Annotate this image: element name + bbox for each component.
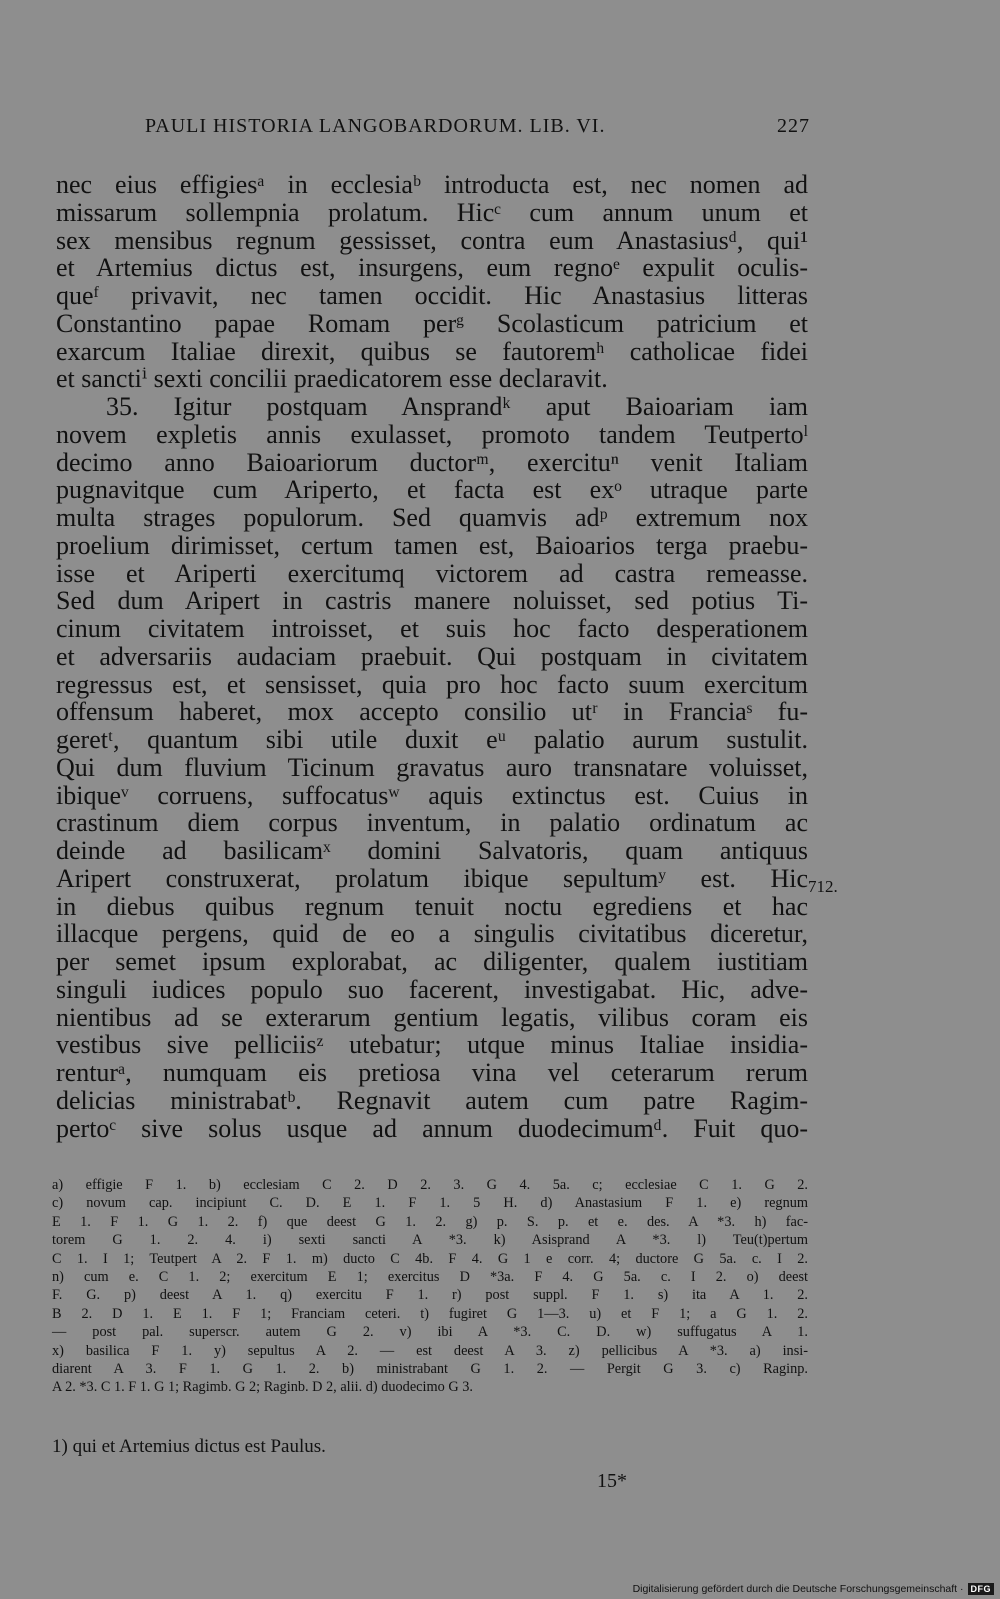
text-line: Aripert construxerat, prolatum ibique sepultumʸ est. Hic	[56, 863, 808, 893]
margin-year: 712.	[808, 877, 838, 896]
dfg-credit	[633, 1583, 994, 1595]
footnote-line: n) cum e. C 1. 2; exercitum E 1; exercitus D *3a. F 4. G 5a. c. I 2. o) deest	[52, 1268, 808, 1285]
running-header	[145, 115, 810, 138]
text-line: Constantino papae Romam perᵍ Scolasticum patricium et	[56, 308, 808, 338]
credit-text: Digitalisierung gefördert durch die Deutsche Forschungsgemeinschaft ·	[632, 1583, 964, 1595]
text-line: per semet ipsum explorabat, ac diligenter, qualem iustitiam	[56, 947, 808, 976]
text-line: vestibus sive pelliciisᶻ utebatur; utque minus Italiae insidia-	[56, 1030, 808, 1060]
main-text	[56, 171, 808, 1142]
author-footnote: 1) qui et Artemius dictus est Paulus.	[52, 1436, 326, 1457]
text-line: novem expletis annis exulasset, promoto tandem Teutpertoˡ	[56, 419, 808, 449]
text-line: et Artemius dictus est, insurgens, eum regnoᵉ expulit oculis-	[56, 253, 808, 283]
text-line: Qui dum fluvium Ticinum gravatus auro transnatare voluisset,	[56, 752, 808, 782]
critical-apparatus	[52, 1176, 808, 1397]
text-line: pugnavitque cum Ariperto, et facta est exᵒ utraque parte	[56, 475, 808, 505]
footnote-line: B 2. D 1. E 1. F 1; Franciam ceteri. t) fugiret G 1—3. u) et F 1; a G 1. 2.	[52, 1305, 808, 1322]
text-line: delicias ministrabatᵇ. Regnavit autem cum patre Ragim-	[56, 1085, 808, 1115]
text-line: proelium dirimisset, certum tamen est, Baioarios terga praebu-	[56, 530, 808, 560]
footnote-line: E 1. F 1. G 1. 2. f) que deest G 1. 2. g) p. S. p. et e. des. A *3. h) fac-	[52, 1213, 808, 1230]
text-line: deinde ad basilicamˣ domini Salvatoris, quam antiquus	[56, 836, 808, 865]
text-line: missarum sollempnia prolatum. Hicᶜ cum annum unum et	[56, 197, 808, 227]
text-line: nec eius effigiesᵃ in ecclesiaᵇ introducta est, nec nomen ad	[56, 170, 808, 199]
text-line: multa strages populorum. Sed quamvis adᵖ extremum nox	[56, 503, 808, 532]
footnote-line: — post pal. superscr. autem G 2. v) ibi A *3. C. D. w) suffugatus A 1.	[52, 1324, 808, 1341]
text-line: singuli iudices populo suo facerent, investigabat. Hic, adve-	[56, 974, 808, 1004]
text-line: renturᵃ, numquam eis pretiosa vina vel ceterarum rerum	[56, 1058, 808, 1087]
text-line: cinum civitatem introisset, et suis hoc facto desperationem	[56, 614, 808, 643]
footnote-line: x) basilica F 1. y) sepultus A 2. — est deest A 3. z) pellicibus A *3. a) insi-	[52, 1342, 808, 1359]
footnote-line: F. G. p) deest A 1. q) exercitu F 1. r) post suppl. F 1. s) ita A 1. 2.	[52, 1287, 808, 1304]
text-line: isse et Ariperti exercitumq victorem ad castra remeasse.	[56, 558, 808, 588]
text-line: illacque pergens, quid de eo a singulis civitatibus diceretur,	[56, 919, 808, 949]
dfg-logo: DFG	[968, 1583, 995, 1595]
footnote-line: c) novum cap. incipiunt C. D. E 1. F 1. 5 H. d) Anastasium F 1. e) regnum	[52, 1195, 808, 1212]
text-line: offensum haberet, mox accepto consilio utʳ in Franciaˢ fu-	[56, 697, 808, 727]
text-line: geretᵗ, quantum sibi utile duxit eᵘ palatio aurum sustulit.	[56, 725, 808, 754]
footnote-line: diarent A 3. F 1. G 1. 2. b) ministrabant G 1. 2. — Pergit G 3. c) Raginp.	[52, 1360, 808, 1377]
text-line: pertoᶜ sive solus usque ad annum duodecimumᵈ. Fuit quo-	[56, 1113, 808, 1143]
text-line: sex mensibus regnum gessisset, contra eum Anastasiusᵈ, qui¹	[56, 225, 808, 255]
page-number: 227	[777, 115, 810, 137]
text-line: queᶠ privavit, nec tamen occidit. Hic Anastasius litteras	[56, 281, 808, 310]
text-line: nientibus ad se exterarum gentium legatis, vilibus coram eis	[56, 1002, 808, 1032]
footnote-line: A 2. *3. C 1. F 1. G 1; Ragimb. G 2; Raginb. D 2, alii. d) duodecimo G 3.	[52, 1379, 473, 1396]
footnote-line: a) effigie F 1. b) ecclesiam C 2. D 2. 3. G 4. 5a. c; ecclesiae C 1. G 2.	[52, 1177, 808, 1193]
text-line: decimo anno Baioariorum ductorᵐ, exercituⁿ venit Italiam	[56, 447, 808, 477]
text-line: crastinum diem corpus inventum, in palatio ordinatum ac	[56, 808, 808, 838]
text-line: 35. Igitur postquam Ansprandᵏ aput Baioariam iam	[106, 392, 808, 421]
text-line: regressus est, et sensisset, quia pro hoc facto suum exercitum	[56, 669, 808, 699]
signature-mark: 15*	[597, 1470, 627, 1492]
running-title: PAULI HISTORIA LANGOBARDORUM. LIB. VI.	[145, 115, 606, 137]
text-line: Sed dum Aripert in castris manere noluisset, sed potius Ti-	[56, 586, 808, 616]
text-line: et adversariis audaciam praebuit. Qui postquam in civitatem	[56, 641, 808, 671]
footnote-line: torem G 1. 2. 4. i) sexti sancti A *3. k) Asisprand A *3. l) Teu(t)pertum	[52, 1232, 808, 1249]
text-line: exarcum Italiae direxit, quibus se fautoremʰ catholicae fidei	[56, 336, 808, 366]
footnote-line: C 1. I 1; Teutpert A 2. F 1. m) ducto C 4b. F 4. G 1 e corr. 4; ductore G 5a. c. I 2.	[52, 1250, 808, 1267]
text-line: in diebus quibus regnum tenuit noctu egrediens et hac	[56, 891, 808, 921]
text-line: et sanctiⁱ sexti concilii praedicatorem esse declaravit.	[56, 364, 608, 394]
text-line: ibiqueᵛ corruens, suffocatusʷ aquis extinctus est. Cuius in	[56, 780, 808, 810]
